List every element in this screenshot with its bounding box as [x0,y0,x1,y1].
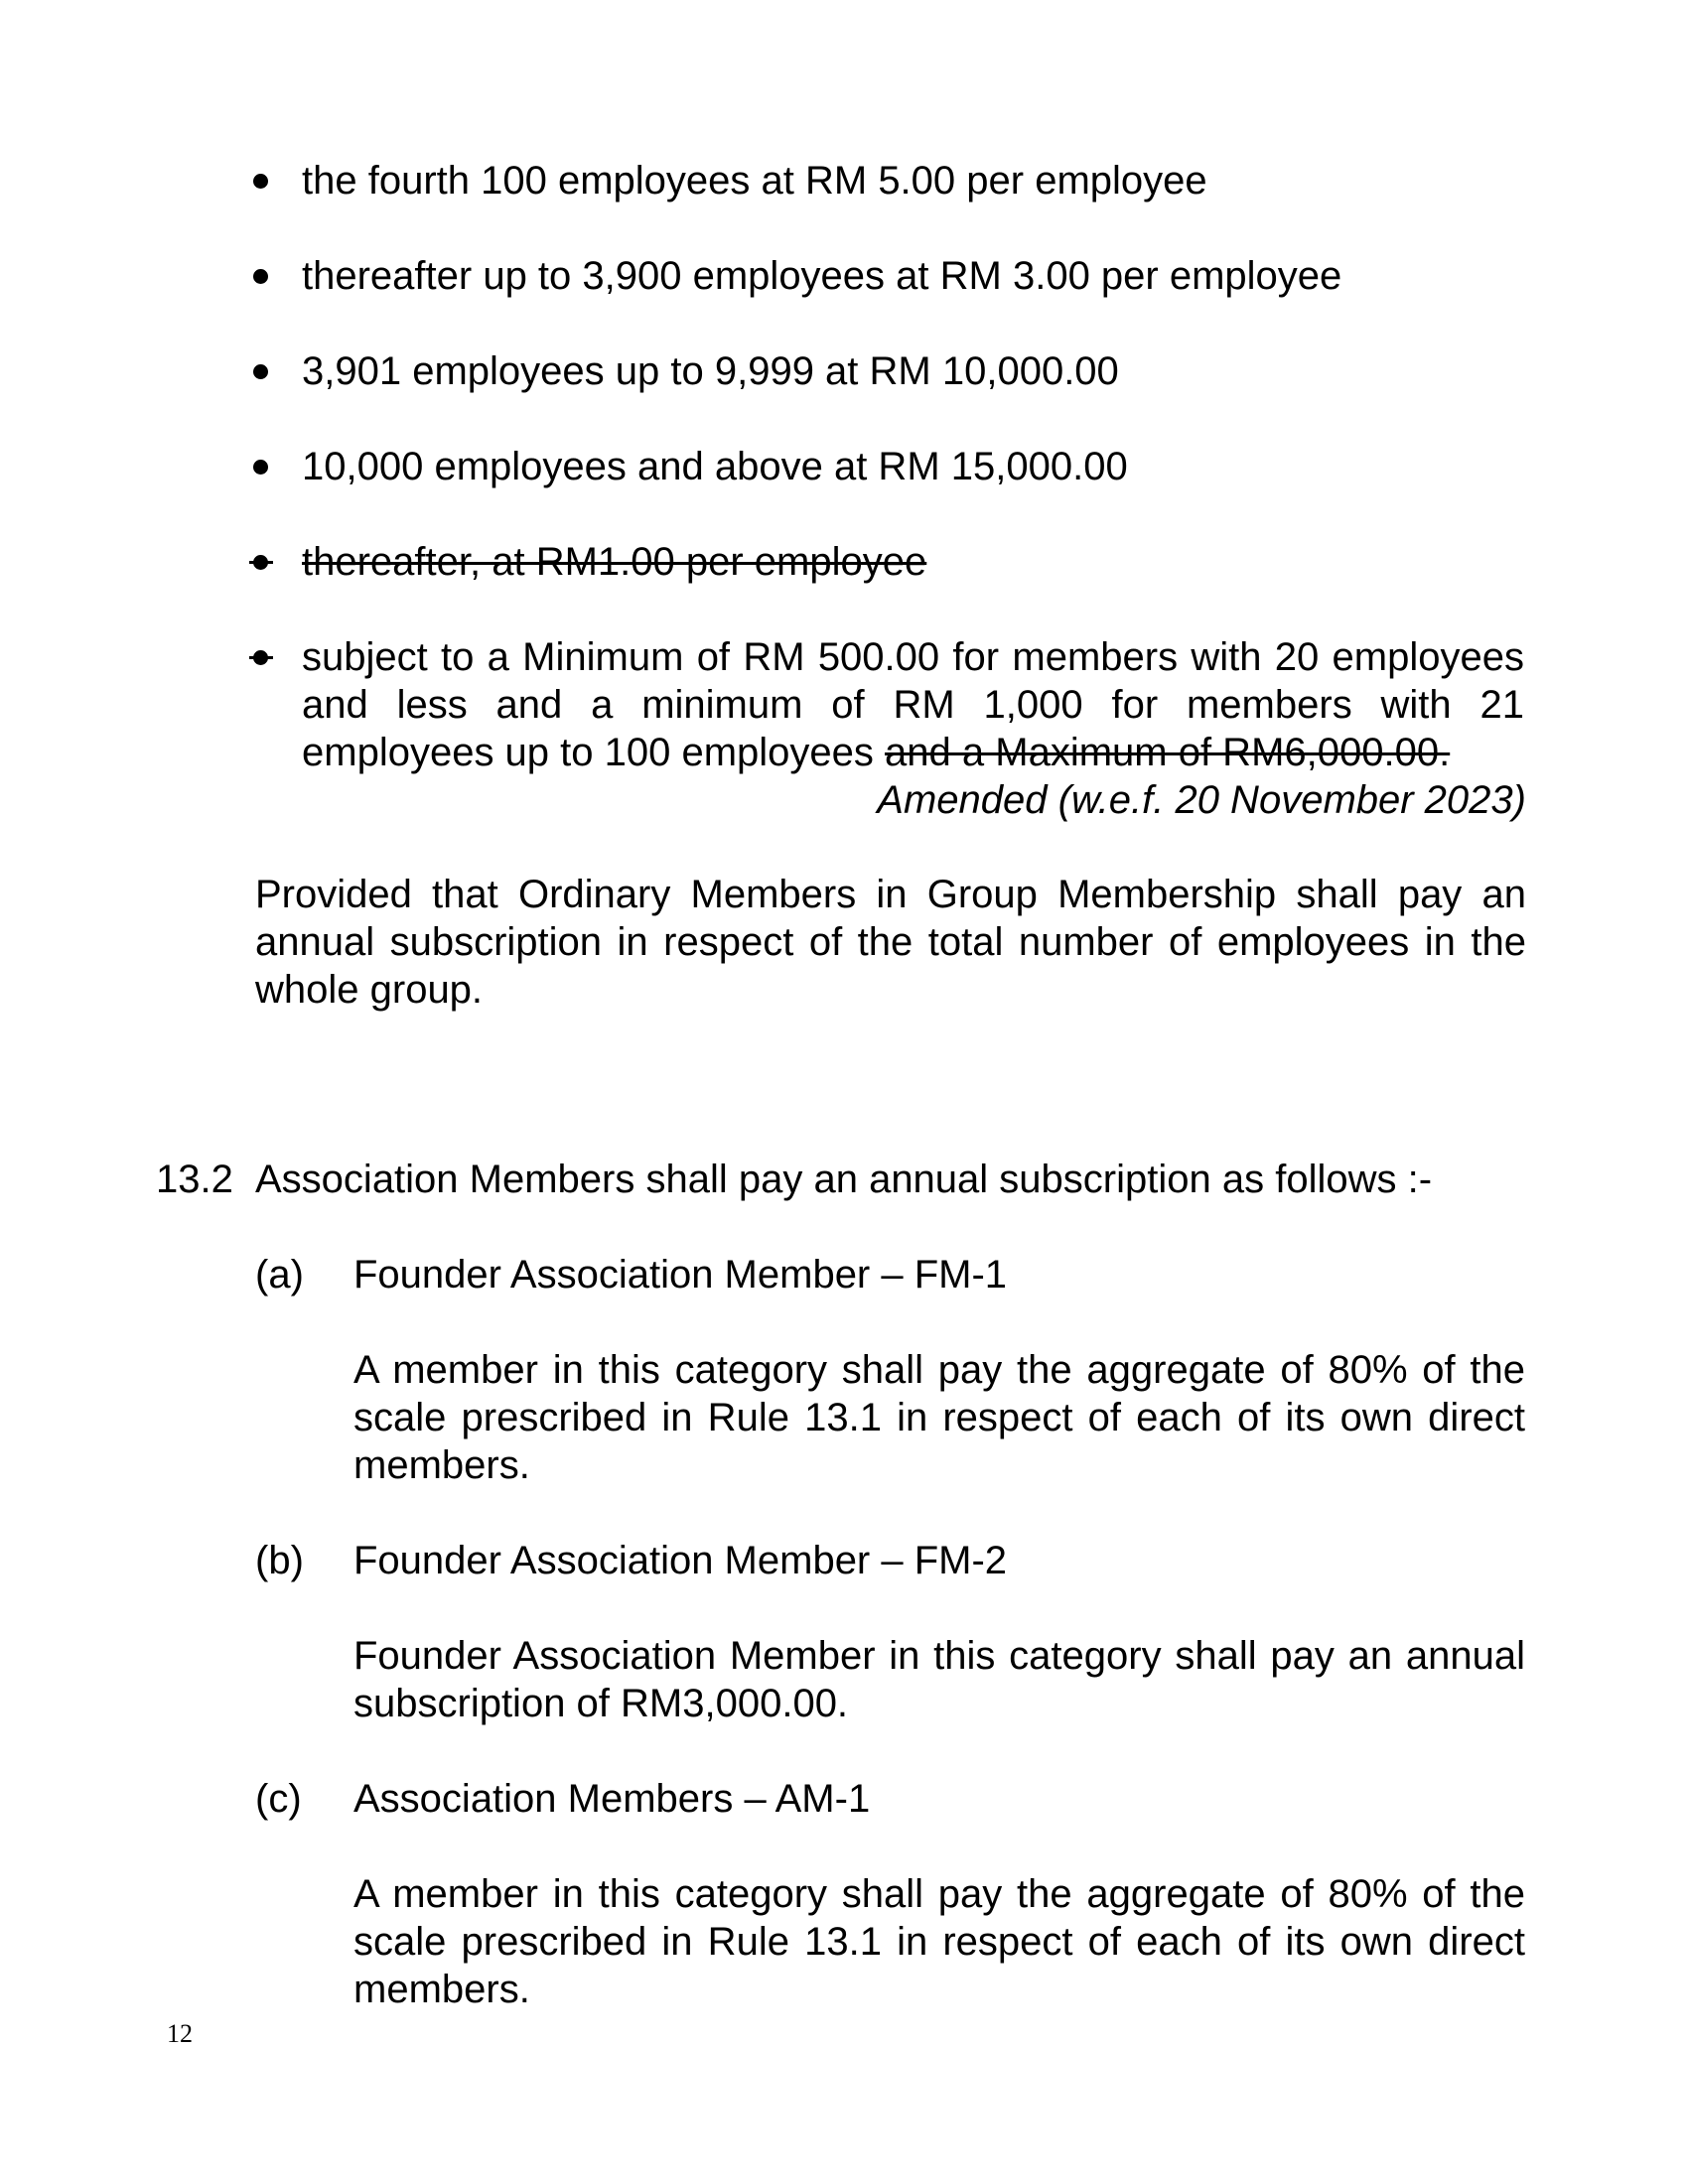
struck-maximum-text: and a Maximum of RM6,000.00. [885,731,1451,774]
item-body: A member in this category shall pay the aggregate of 80% of the scale prescribed in Rule 13.1 in respect of each of its own direct members. [353,1348,1525,1487]
bullet-icon [253,555,268,570]
bullet-icon [253,650,268,665]
item-title: Founder Association Member – FM-1 [353,1253,1008,1297]
proviso-paragraph: Provided that Ordinary Members in Group Membership shall pay an annual subscription in respect of the total number of employees in the whole group. [255,873,1526,1012]
section-heading: Association Members shall pay an annual subscription as follows :- [255,1158,1433,1201]
item-letter: (c) [255,1777,302,1821]
bullet-icon [253,174,268,189]
subject-bullet-text [302,633,1524,776]
item-letter: (a) [255,1253,304,1297]
item-body: A member in this category shall pay the aggregate of 80% of the scale prescribed in Rule 13.1 in respect of each of its own direct members. [353,1872,1525,2011]
bullet-text: 3,901 employees up to 9,999 at RM 10,000.00 [302,349,1119,393]
item-title: Founder Association Member – FM-2 [353,1539,1008,1582]
item-body: Founder Association Member in this category shall pay an annual subscription of RM3,000.00. [353,1634,1525,1725]
bullet-icon [253,460,268,475]
bullet-text: 10,000 employees and above at RM 15,000.00 [302,445,1128,488]
item-letter: (b) [255,1539,304,1582]
section-number: 13.2 [156,1158,233,1201]
bullet-text: the fourth 100 employees at RM 5.00 per employee [302,159,1207,203]
struck-bullet-text: thereafter, at RM1.00 per employee [302,540,927,584]
item-title: Association Members – AM-1 [353,1777,871,1821]
bullet-text: thereafter up to 3,900 employees at RM 3.00 per employee [302,254,1342,298]
bullet-icon [253,364,268,379]
page-number: 12 [167,2019,193,2048]
amendment-note: Amended (w.e.f. 20 November 2023) [877,778,1526,822]
subject-text: subject to a Minimum of RM 500.00 for members with 20 employees and less and a minimum of RM 1,000 for members with 21 employees up to 100 employees [302,635,1524,774]
bullet-icon [253,269,268,284]
